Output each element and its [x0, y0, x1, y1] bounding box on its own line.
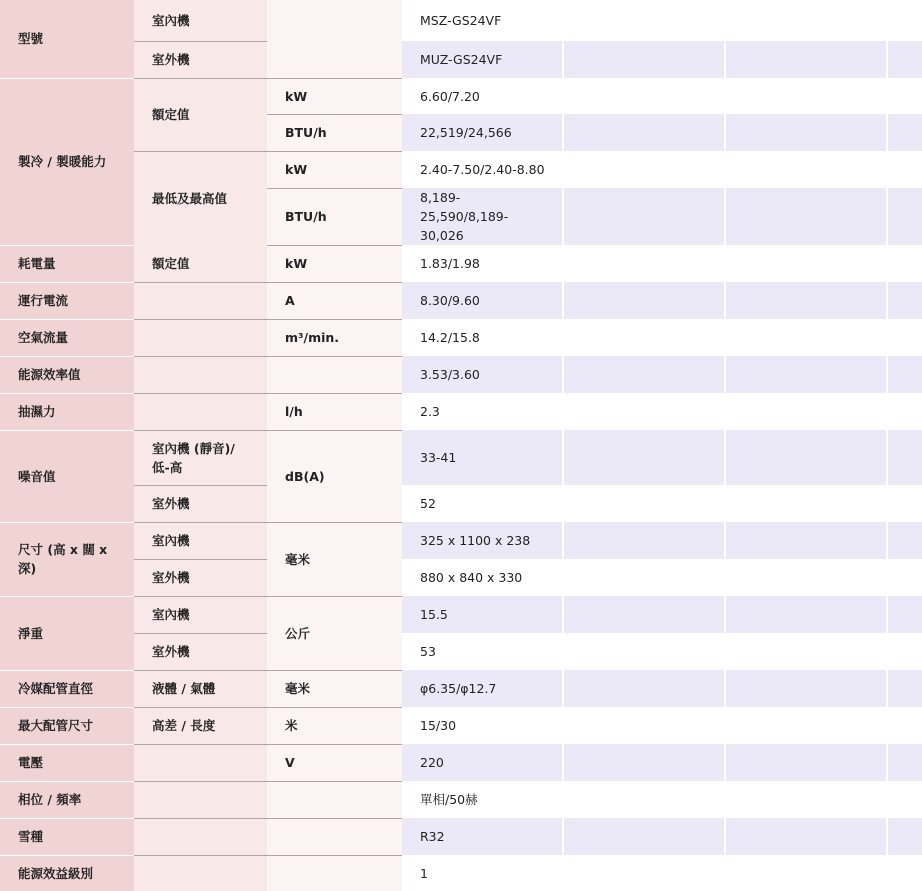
- value-capacity-minmax-kw: 2.40-7.50/2.40-8.80: [402, 151, 922, 188]
- label-voltage: 電壓: [0, 744, 134, 781]
- unit-airflow: m³/min.: [267, 319, 402, 356]
- sublabel-noise-indoor: 室內機 (靜音)/低-高: [134, 430, 267, 485]
- row-phase: [0, 781, 922, 818]
- sublabel-power: 額定值: [134, 245, 267, 282]
- label-dehumid: 抽濕力: [0, 393, 134, 430]
- row-efficiency: [0, 356, 922, 393]
- value-current: 8.30/9.60: [402, 282, 563, 319]
- row-dehumid: [0, 393, 922, 430]
- value-pipe-dia: φ6.35/φ12.7: [402, 670, 563, 707]
- value-capacity-rated-btu: 22,519/24,566: [402, 114, 563, 151]
- value-grade: 1: [402, 855, 922, 891]
- row-weight-outdoor: [0, 633, 922, 670]
- label-power: 耗電量: [0, 245, 134, 282]
- row-airflow: [0, 319, 922, 356]
- value-model-outdoor: MUZ-GS24VF: [402, 41, 563, 78]
- row-noise-indoor: [0, 430, 922, 485]
- row-grade: [0, 855, 922, 891]
- row-capacity-rated-kw: [0, 78, 922, 114]
- value-efficiency: 3.53/3.60: [402, 356, 563, 393]
- value-airflow: 14.2/15.8: [402, 319, 922, 356]
- sublabel-capacity-rated: 額定值: [134, 78, 267, 151]
- label-airflow: 空氣流量: [0, 319, 134, 356]
- unit-weight: 公斤: [267, 596, 402, 670]
- value-power: 1.83/1.98: [402, 245, 922, 282]
- unit-size: 毫米: [267, 522, 402, 596]
- value-voltage: 220: [402, 744, 563, 781]
- sublabel-weight-indoor: 室內機: [134, 596, 267, 633]
- sublabel-size-indoor: 室內機: [134, 522, 267, 559]
- row-weight-indoor: [0, 596, 922, 633]
- sublabel-model-indoor: 室內機: [134, 0, 267, 41]
- label-model: 型號: [0, 0, 134, 78]
- row-size-indoor: [0, 522, 922, 559]
- sublabel-model-outdoor: 室外機: [134, 41, 267, 78]
- unit-pipe-dia: 毫米: [267, 670, 402, 707]
- unit-current: A: [267, 282, 402, 319]
- label-pipe-max: 最大配管尺寸: [0, 707, 134, 744]
- sublabel-capacity-minmax: 最低及最高值: [134, 151, 267, 245]
- row-model-outdoor: [0, 41, 922, 78]
- sublabel-pipe-max: 高差 / 長度: [134, 707, 267, 744]
- value-model-indoor: MSZ-GS24VF: [402, 0, 922, 41]
- label-phase: 相位 / 頻率: [0, 781, 134, 818]
- value-noise-indoor: 33-41: [402, 430, 563, 485]
- row-pipe-dia: [0, 670, 922, 707]
- sublabel-size-outdoor: 室外機: [134, 559, 267, 596]
- row-pipe-max: [0, 707, 922, 744]
- unit-capacity-rated-kw: kW: [267, 78, 402, 114]
- label-pipe-dia: 冷媒配管直徑: [0, 670, 134, 707]
- value-weight-outdoor: 53: [402, 633, 922, 670]
- unit-voltage: V: [267, 744, 402, 781]
- unit-pipe-max: 米: [267, 707, 402, 744]
- unit-model: [267, 0, 402, 78]
- row-current: [0, 282, 922, 319]
- label-weight: 淨重: [0, 596, 134, 670]
- row-size-outdoor: [0, 559, 922, 596]
- unit-capacity-minmax-kw: kW: [267, 151, 402, 188]
- unit-noise: dB(A): [267, 430, 402, 522]
- row-refrigerant: [0, 818, 922, 855]
- unit-power: kW: [267, 245, 402, 282]
- value-noise-outdoor: 52: [402, 485, 922, 522]
- value-capacity-minmax-btu: 8,189-25,590/8,189-30,026: [402, 188, 563, 245]
- sublabel-pipe-dia: 液體 / 氣體: [134, 670, 267, 707]
- value-capacity-rated-kw: 6.60/7.20: [402, 78, 922, 114]
- label-size: 尺寸 (高 x 闊 x 深): [0, 522, 134, 596]
- row-capacity-minmax-kw: [0, 151, 922, 188]
- label-refrigerant: 雪種: [0, 818, 134, 855]
- value-refrigerant: R32: [402, 818, 563, 855]
- unit-capacity-minmax-btu: BTU/h: [267, 188, 402, 245]
- row-model-indoor: [0, 0, 922, 41]
- sublabel-weight-outdoor: 室外機: [134, 633, 267, 670]
- value-dehumid: 2.3: [402, 393, 922, 430]
- value-phase: 單相/50赫: [402, 781, 922, 818]
- label-capacity: 製冷 / 製暖能力: [0, 78, 134, 245]
- sublabel-noise-outdoor: 室外機: [134, 485, 267, 522]
- value-weight-indoor: 15.5: [402, 596, 563, 633]
- label-current: 運行電流: [0, 282, 134, 319]
- row-noise-outdoor: [0, 485, 922, 522]
- label-noise: 噪音值: [0, 430, 134, 522]
- value-size-indoor: 325 x 1100 x 238: [402, 522, 563, 559]
- value-pipe-max: 15/30: [402, 707, 922, 744]
- label-efficiency: 能源效率值: [0, 356, 134, 393]
- row-power: [0, 245, 922, 282]
- row-voltage: [0, 744, 922, 781]
- value-size-outdoor: 880 x 840 x 330: [402, 559, 922, 596]
- unit-dehumid: l/h: [267, 393, 402, 430]
- unit-capacity-rated-btu: BTU/h: [267, 114, 402, 151]
- label-grade: 能源效益級別: [0, 855, 134, 891]
